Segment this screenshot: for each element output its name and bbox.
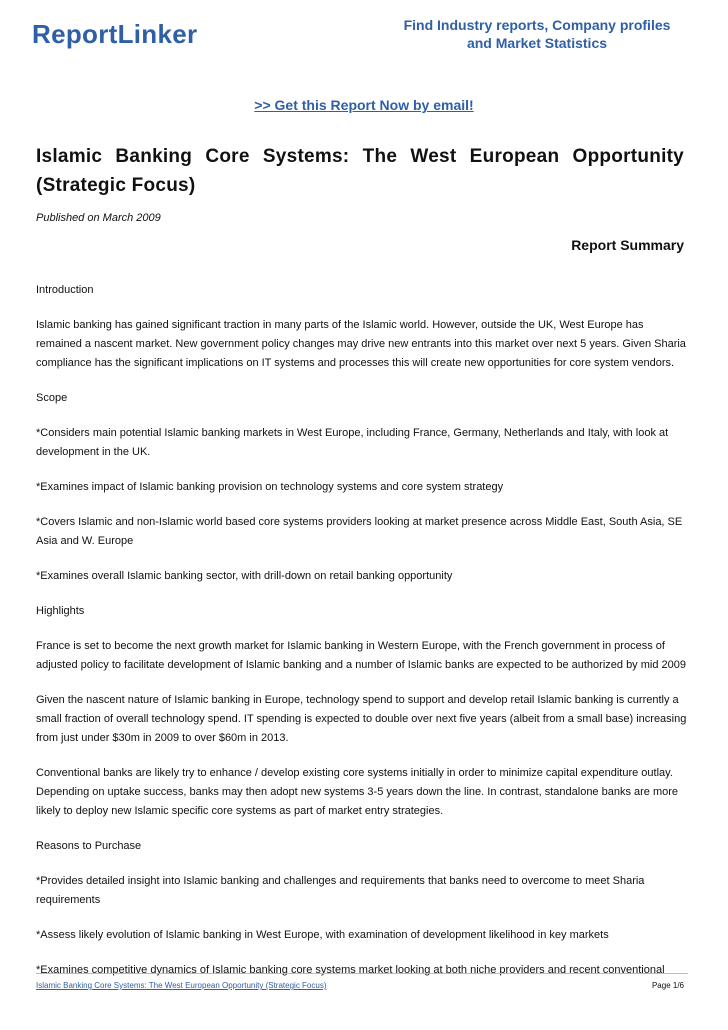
highlight-paragraph: France is set to become the next growth market for Islamic banking in Western Europe, with the French government in process of adjusted policy to facilitate development of Islamic banking and a number of Islamic banks are expected to be authorized by mid 2009	[36, 640, 686, 671]
tagline-line-1: Find Industry reports, Company profiles	[403, 17, 671, 33]
page-number: Page 1/6	[651, 981, 684, 990]
report-summary-heading: Report Summary	[571, 237, 684, 253]
header-tagline	[392, 16, 682, 52]
section-heading-highlights: Highlights	[36, 605, 85, 617]
scope-item: *Examines impact of Islamic banking provision on technology systems and core system strategy	[36, 481, 504, 493]
report-body	[36, 281, 688, 996]
reportlinker-logo[interactable]: ReportLinker	[32, 19, 198, 49]
scope-item: *Examines overall Islamic banking sector, with drill-down on retail banking opportunity	[36, 570, 453, 582]
section-heading-scope: Scope	[36, 392, 68, 404]
scope-item: *Considers main potential Islamic banking markets in West Europe, including France, Germany, Netherlands and Italy, with look at development in the UK.	[36, 427, 669, 458]
report-title: Islamic Banking Core Systems: The West European Opportunity (Strategic Focus)	[36, 146, 684, 196]
reason-item: *Assess likely evolution of Islamic banking in West Europe, with examination of development likelihood in key markets	[36, 929, 609, 941]
highlight-paragraph: Conventional banks are likely try to enhance / develop existing core systems initially in order to minimize capital expenditure outlay. Depending on uptake success, banks may then adopt new systems 3-5 years down the line. In contrast, standalone banks are more likely to deploy new Islamic specific core systems as part of market entry strategies.	[36, 767, 679, 817]
footer-divider	[36, 973, 688, 974]
reason-item: *Provides detailed insight into Islamic banking and challenges and requirements that banks need to overcome to meet Sharia requirements	[36, 875, 645, 906]
published-date: Published on March 2009	[36, 212, 161, 224]
scope-item: *Covers Islamic and non-Islamic world based core systems providers looking at market presence across Middle East, South Asia, SE Asia and W. Europe	[36, 516, 683, 547]
paragraph-introduction: Islamic banking has gained significant traction in many parts of the Islamic world. However, outside the UK, West Europe has remained a nascent market. New government policy changes may drive new entrants into this market over next 5 years. Given Sharia compliance has the significant implications on IT systems and processes this will create new opportunities for core system vendors.	[36, 319, 686, 369]
footer-report-link[interactable]: Islamic Banking Core Systems: The West European Opportunity (Strategic Focus)	[36, 981, 327, 990]
reason-item: *Examines competitive dynamics of Islamic banking core systems market looking at both niche providers and recent conventional	[36, 964, 665, 976]
section-heading-reasons: Reasons to Purchase	[36, 840, 142, 852]
section-heading-introduction: Introduction	[36, 284, 94, 296]
get-report-email-link[interactable]: >> Get this Report Now by email!	[254, 97, 474, 113]
highlight-paragraph: Given the nascent nature of Islamic banking in Europe, technology spend to support and develop retail Islamic banking is currently a small fraction of overall technology spend. IT spending is expected to double over next five years (albeit from a small base) increasing from just under $30m in 2009 to over $60m in 2013.	[36, 694, 687, 744]
tagline-line-2: and Market Statistics	[466, 35, 608, 51]
